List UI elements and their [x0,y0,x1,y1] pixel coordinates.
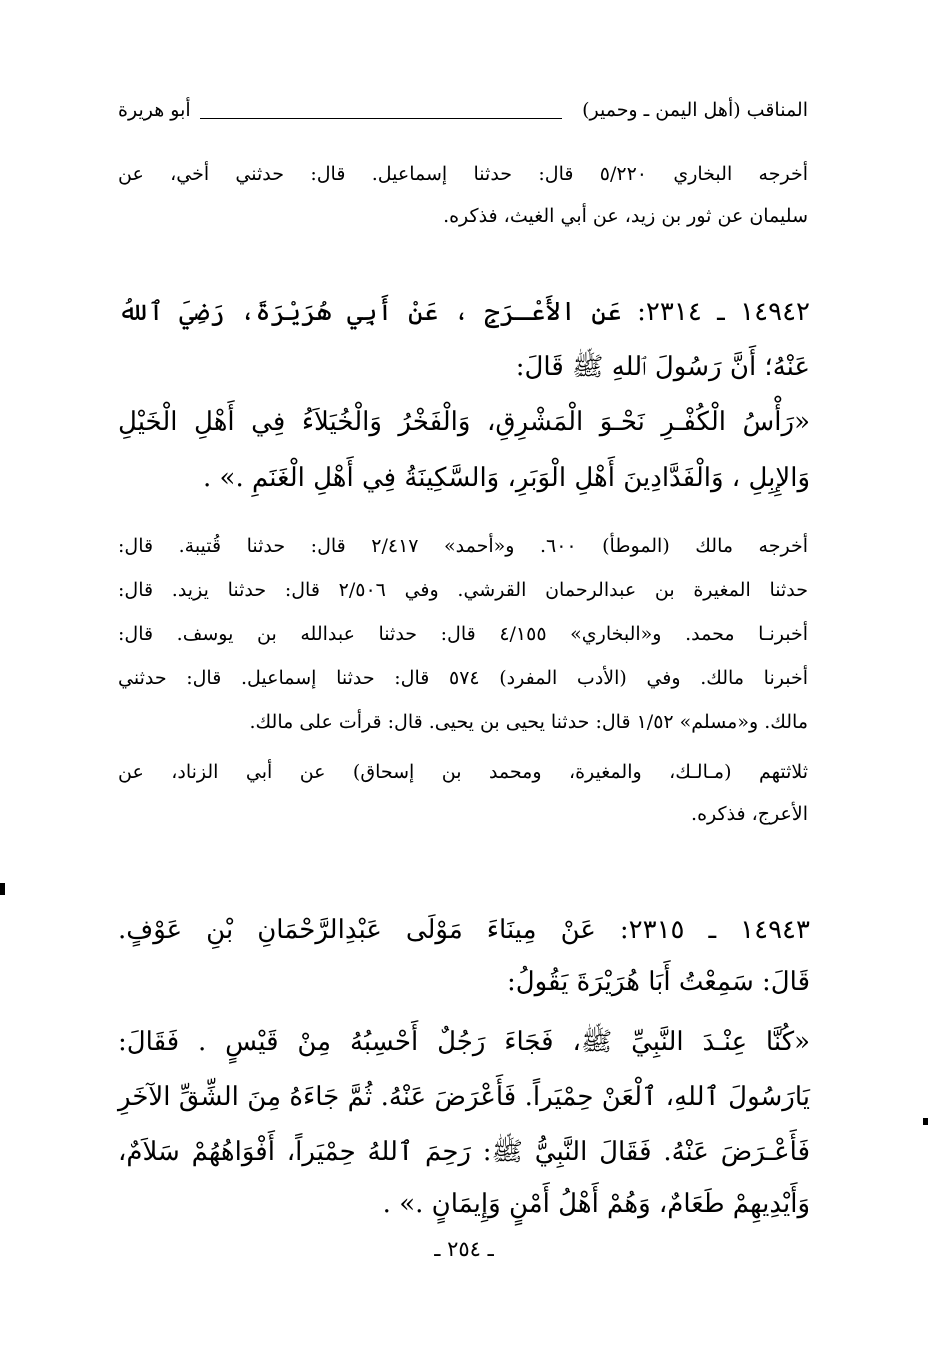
hadith-text-line: يَارَسُولَ ٱللهِ، ٱلْعَنْ حِمْيَراً. فَأَعْرَضَ عَنْهُ. ثُمَّ جَاءَهُ مِنَ الشِّقِّ الآخَرِ [118,1082,810,1112]
running-header-section: أبو هريرة [118,99,191,121]
page-number: ـ ٢٥٤ ـ [434,1237,494,1261]
footnote-line: سليمان عن ثور بن زيد، عن أبي الغيث، فذكره. [443,205,808,227]
hadith-text-line: عَنْهُ؛ أَنَّ رَسُولَ ٱللهِ ﷺ قَالَ: [515,352,810,382]
takhrij-line: حدثنا المغيرة بن عبدالرحمان القرشي. وفي ٢/٥٠٦ قال: حدثنا يزيد. قال: [118,579,808,601]
scan-edge-mark [923,1118,928,1125]
takhrij-line: مالك. و«مسلم» ١/٥٢ قال: حدثنا يحيى بن يحيى. قال: قرأت على مالك. [249,711,808,733]
hadith-text-line: ١٤٩٤٣ ـ ٢٣١٥: عَنْ مِينَاءَ مَوْلَى عَبْدِالرَّحْمَانِ بْنِ عَوْفٍ. [118,915,810,945]
hadith-text-line: وَالإِبِلِ ، وَالْفَدَّادِينَ أَهْلِ الْوَبَرِ، وَالسَّكِينَةُ فِي أَهْلِ الْغَنَمِ .» . [203,463,810,493]
takhrij-line: ثلاثتهم (مـالـك، والمغيرة، ومحمد بن إسحاق) عن أبي الزناد، عن [118,761,808,783]
takhrij-line: أخبرنا مالك. وفي (الأدب المفرد) ٥٧٤ قال: حدثنا إسماعيل. قال: حدثني [118,667,808,689]
running-header-chapter: المناقب (أهل اليمن ـ وحمير) [582,99,808,121]
hadith-text-line: وَأَيْدِيهِمْ طَعَامٌ، وَهُمْ أَهْلُ أَمْنٍ وَإِيمَانٍ .» . [382,1189,810,1219]
hadith-text-line: قَالَ: سَمِعْتُ أَبَا هُرَيْرَةَ يَقُولُ: [506,967,810,997]
header-rule [200,118,562,119]
takhrij-line: أخرجه مالك (الموطأ) ٦٠٠. و«أحمد» ٢/٤١٧ قال: حدثنا قُتيبة. قال: [118,535,808,557]
hadith-text-line: «رَأْسُ الْكُفْـرِ نَحْـوَ الْمَشْرِقِ، وَالْفَخْرُ وَالْخُيَلاَءُ فِي أَهْلِ الْخَيْلِ [118,407,810,437]
hadith-text-line: ١٤٩٤٢ ـ ٢٣١٤: عَنِ الأَعْـرَجِ ، عَنْ أَبِي هُرَيْرَةَ، رَضِيَ ٱللهُ [118,297,810,327]
takhrij-line: أخبرنـا محمد. و«البخاري» ٤/١٥٥ قال: حدثنا عبدالله بن يوسف. قال: [118,623,808,645]
hadith-text-line: فَأَعْـرَضَ عَنْهُ. فَقَالَ النَّبِيُّ ﷺ: رَحِمَ ٱللهُ حِمْيَراً، أَفْوَاهُهُمْ سَلاَمٌ، [118,1137,810,1167]
scan-edge-mark [0,883,5,895]
takhrij-line: الأعرج، فذكره. [691,803,808,825]
footnote-line: أخرجه البخاري ٥/٢٢٠ قال: حدثنا إسماعيل. قال: حدثني أخي، عن [118,163,808,185]
hadith-text-line: «كُنَّا عِنْـدَ النَّبِيِّ ﷺ، فَجَاءَ رَجُلٌ أَحْسِبُهُ مِنْ قَيْسٍ . فَقَالَ: [118,1027,810,1057]
